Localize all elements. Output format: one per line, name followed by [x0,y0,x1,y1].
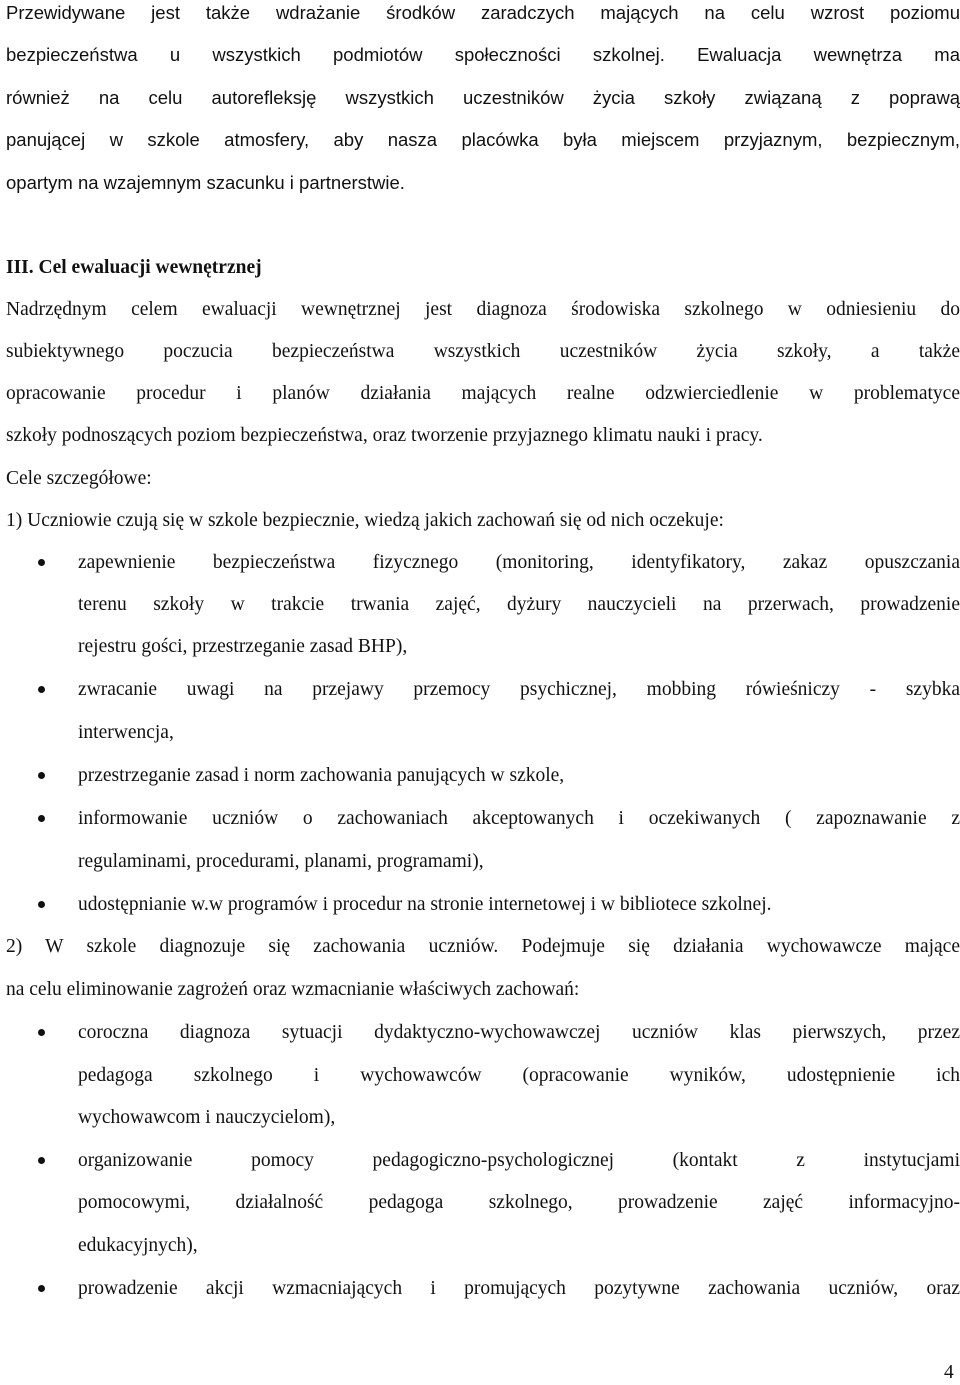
intro-line: bezpieczeństwa u wszystkich podmiotów społeczności szkolnej. Ewaluacja wewnętrza ma [6,44,960,65]
bullet-icon [38,901,45,908]
list-item-line: udostępnianie w.w programów i procedur na stronie internetowej i w bibliotece szkolnej. [78,894,772,915]
list-item-line: wychowawcom i nauczycielom), [78,1107,336,1128]
bullet-icon [38,815,45,822]
bullet-icon [38,1029,45,1036]
list-item-line: zwracanie uwagi na przejawy przemocy psychicznej, mobbing rówieśniczy - szybka [78,679,960,700]
intro-line: panującej w szkole atmosfery, aby nasza placówka była miejscem przyjaznym, bezpiecznym, [6,129,960,150]
goal-2-title: 2) W szkole diagnozuje się zachowania uczniów. Podejmuje się działania wychowawcze mające [6,936,960,957]
intro-line: Przewidywane jest także wdrażanie środków zaradczych mających na celu wzrost poziomu [6,2,960,23]
section-heading: III. Cel ewaluacji wewnętrznej [6,257,262,278]
paragraph-line: szkoły podnoszących poziom bezpieczeństwa, oraz tworzenie przyjaznego klimatu nauki i pracy. [6,425,763,446]
detailed-goals-label: Cele szczegółowe: [6,468,152,489]
goal-1-title: 1) Uczniowie czują się w szkole bezpiecznie, wiedzą jakich zachowań się od nich oczekuje: [6,510,724,531]
list-item-line: interwencja, [78,722,174,743]
list-item-line: rejestru gości, przestrzeganie zasad BHP), [78,636,408,657]
bullet-icon [38,1285,45,1292]
list-item-line: coroczna diagnoza sytuacji dydaktyczno-wychowawczej uczniów klas pierwszych, przez [78,1022,960,1043]
list-item-line: przestrzeganie zasad i norm zachowania panujących w szkole, [78,765,565,786]
goal-2-title: na celu eliminowanie zagrożeń oraz wzmacnianie właściwych zachowań: [6,979,580,1000]
list-item-line: prowadzenie akcji wzmacniających i promujących pozytywne zachowania uczniów, oraz [78,1278,960,1299]
list-item-line: pedagoga szkolnego i wychowawców (opracowanie wyników, udostępnienie ich [78,1065,960,1086]
list-item-line: informowanie uczniów o zachowaniach akceptowanych i oczekiwanych ( zapoznawanie z [78,808,960,829]
intro-line: opartym na wzajemnym szacunku i partnerstwie. [6,172,405,193]
page-number: 4 [944,1362,954,1383]
paragraph-line: opracowanie procedur i planów działania mających realne odzwierciedlenie w problematyce [6,383,960,404]
paragraph-line: Nadrzędnym celem ewaluacji wewnętrznej jest diagnoza środowiska szkolnego w odniesieniu do [6,299,960,320]
bullet-icon [38,686,45,693]
bullet-icon [38,559,45,566]
intro-line: również na celu autorefleksję wszystkich uczestników życia szkoły związaną z poprawą [6,87,960,108]
list-item-line: organizowanie pomocy pedagogiczno-psychologicznej (kontakt z instytucjami [78,1150,960,1171]
list-item-line: edukacyjnych), [78,1235,198,1256]
list-item-line: regulaminami, procedurami, planami, programami), [78,851,484,872]
bullet-icon [38,1157,45,1164]
paragraph-line: subiektywnego poczucia bezpieczeństwa wszystkich uczestników życia szkoły, a także [6,341,960,362]
list-item-line: zapewnienie bezpieczeństwa fizycznego (monitoring, identyfikatory, zakaz opuszczania [78,552,960,573]
list-item-line: terenu szkoły w trakcie trwania zajęć, dyżury nauczycieli na przerwach, prowadzenie [78,594,960,615]
list-item-line: pomocowymi, działalność pedagoga szkolnego, prowadzenie zajęć informacyjno- [78,1192,960,1213]
bullet-icon [38,772,45,779]
